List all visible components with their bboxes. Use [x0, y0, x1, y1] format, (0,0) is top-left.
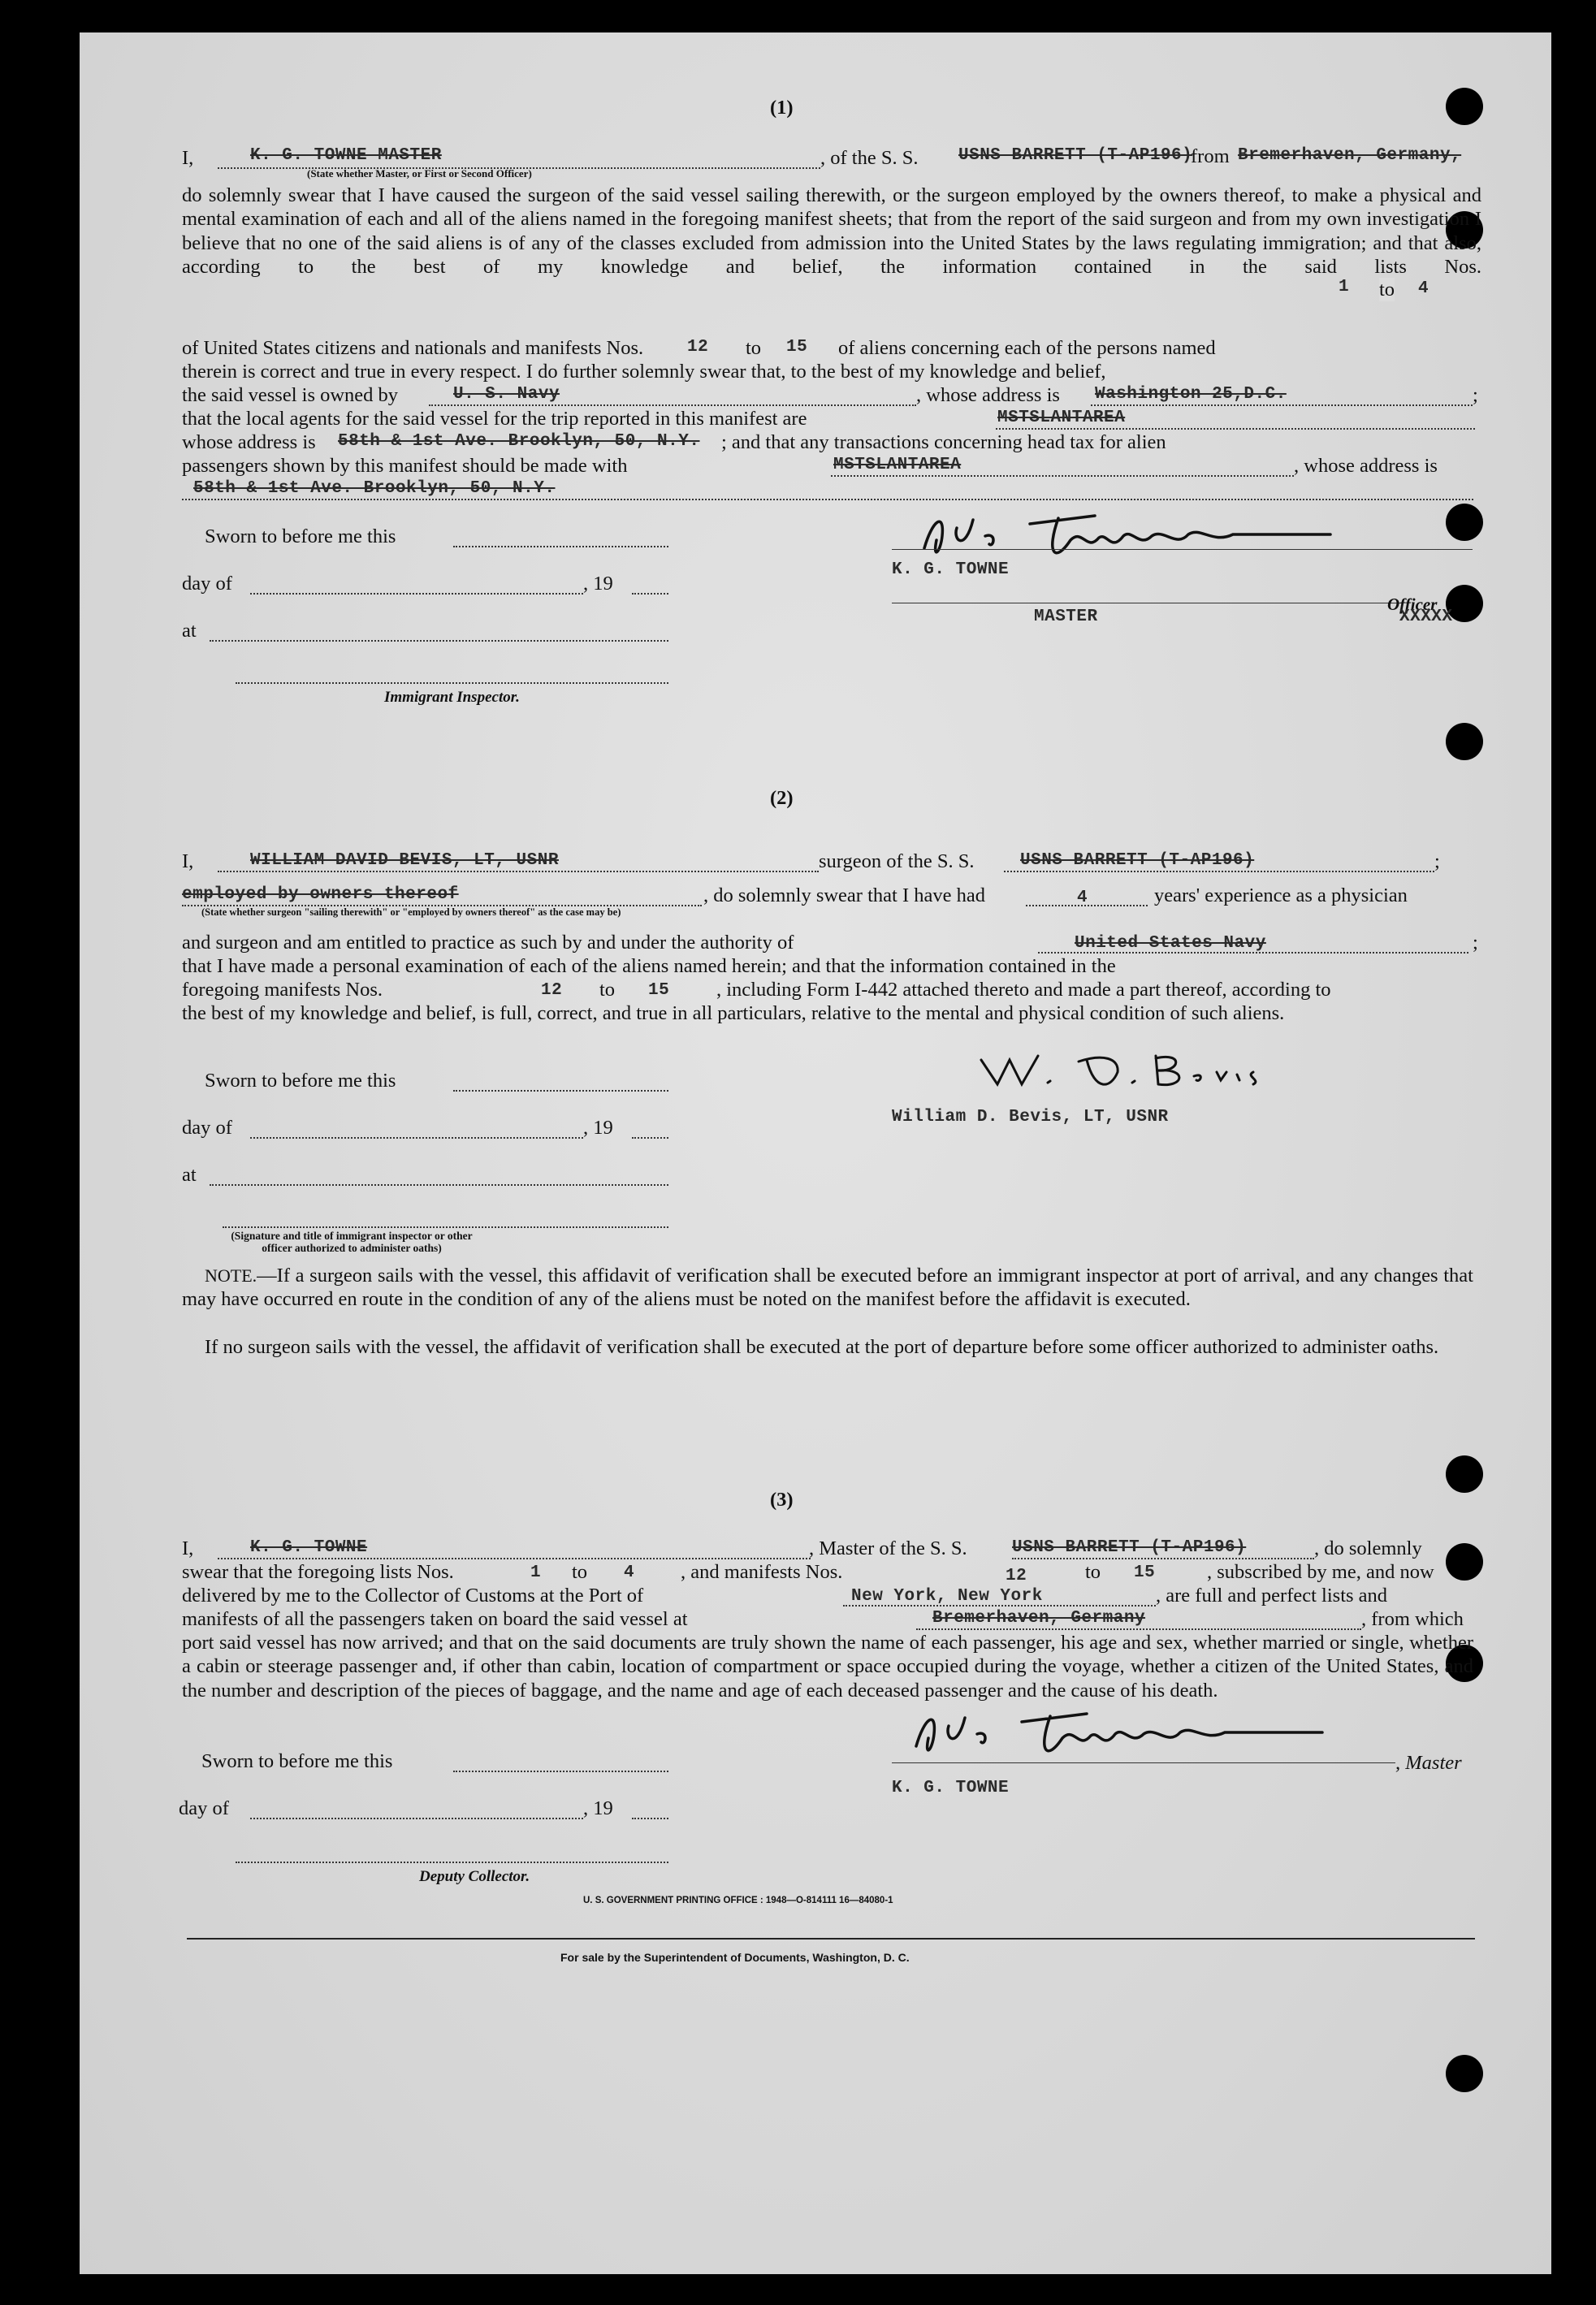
master-title-note: (State whether Master, or First or Second Officer)	[307, 167, 532, 179]
tax-address-label: , whose address is	[1294, 455, 1438, 477]
sec3-delivered: delivered by me to the Collector of Customs at the Port of	[182, 1585, 644, 1607]
sec2-at-label: at	[182, 1164, 197, 1186]
note-text: —If a surgeon sails with the vessel, this affidavit of verification shall be executed before an immigrant inspector at port of arrival, and any changes that may have occurred en route in the condition of any of the aliens must be noted on the manifest before the affidavit is executed.	[182, 1265, 1473, 1311]
sec2-sworn-label: Sworn to before me this	[205, 1070, 396, 1092]
sec3-lists-from: 1	[530, 1563, 542, 1582]
at-label: at	[182, 620, 197, 642]
lists-to-label: to	[1379, 279, 1395, 301]
owner-line	[429, 404, 916, 406]
semicolon: ;	[1473, 932, 1478, 954]
sec3-master-of: , Master of the S. S.	[809, 1537, 967, 1559]
day-line	[250, 593, 583, 595]
lists-to: 4	[1418, 279, 1429, 298]
note-paragraph	[182, 1264, 1473, 1312]
sec2-signature-note: (Signature and title of immigrant inspector or other officer authorized to administer oaths)	[231, 1230, 473, 1254]
years-experience: 4	[1077, 889, 1088, 907]
surgeon-name-line	[218, 871, 819, 872]
agents-address: 58th & 1st Ave. Brooklyn, 50, N.Y.	[338, 432, 700, 451]
agents-address-label: whose address is	[182, 431, 316, 453]
year-label: , 19	[583, 573, 613, 595]
master-name: K. G. TOWNE MASTER	[250, 146, 442, 165]
section-number: (2)	[770, 787, 794, 809]
sec3-lists-label: swear that the foregoing lists Nos.	[182, 1561, 454, 1583]
surgeon-employed: employed by owners thereof	[182, 885, 459, 904]
sec1-manifests-label: of United States citizens and nationals and manifests Nos.	[182, 337, 644, 359]
sec2-man-from: 12	[541, 981, 563, 1000]
inspector-line	[236, 682, 668, 684]
sec2-vessel-line	[1004, 871, 1434, 872]
sec3-master-signature	[900, 1702, 1355, 1767]
sec3-lists-to: 4	[624, 1563, 635, 1582]
sec3-master-line	[218, 1558, 811, 1559]
sec3-rest: port said vessel has now arrived; and that on the said documents are truly shown the name of each passenger, his age and sex, whether married or single, whether a cabin or steerage passenger and, if other than cabin, location of compartment or space occupied during the voyage, whether a citizen of the United States, and the number and description of the pieces of baggage, and the name and age of each deceased passenger and the cause of his death.	[182, 1632, 1473, 1702]
local-agents: MSTSLANTAREA	[997, 409, 1126, 427]
collector-line	[236, 1862, 668, 1863]
sec3-year-line	[632, 1818, 668, 1819]
punch-hole	[1446, 88, 1483, 125]
inspector-label: Immigrant Inspector.	[384, 689, 520, 706]
sec3-day-of-label: day of	[179, 1797, 229, 1819]
note-label: NOTE.	[205, 1265, 257, 1286]
manifest-page	[80, 32, 1551, 2274]
sec3-year-label: , 19	[583, 1797, 613, 1819]
manifests-to: 15	[786, 338, 808, 357]
surgeon-of-label: surgeon of the S. S.	[819, 850, 975, 872]
owner-address-label: , whose address is	[916, 384, 1060, 406]
sec2-i: I,	[182, 850, 194, 872]
authority: United States Navy	[1075, 934, 1266, 953]
tax-address: 58th & 1st Ave. Brooklyn, 50, N.Y.	[193, 479, 556, 498]
employed-note: (State whether surgeon "sailing therewith" or "employed by owners thereof" as the case may be)	[201, 906, 621, 918]
officer-typed: XXXXX	[1399, 608, 1453, 626]
sec3-subscribed: , subscribed by me, and now	[1207, 1561, 1434, 1583]
sec2-manifests-label: foregoing manifests Nos.	[182, 979, 383, 1001]
swear-had-label: , do solemnly swear that I have had	[703, 884, 985, 906]
gpo-imprint: U. S. GOVERNMENT PRINTING OFFICE : 1948—O-814111 16—84080-1	[583, 1896, 893, 1905]
sworn-label: Sworn to before me this	[205, 525, 396, 547]
footer-rule	[187, 1938, 1475, 1940]
sec3-sworn-label: Sworn to before me this	[201, 1750, 393, 1772]
manifests-from: 12	[687, 338, 709, 357]
sec3-vessel: USNS BARRETT (T-AP196)	[1012, 1538, 1247, 1557]
sec2-including: , including Form I-442 attached thereto and made a part thereof, according to	[716, 979, 1331, 1001]
master-signature-line	[892, 549, 1473, 550]
owner-address: Washington 25,D.C.	[1095, 385, 1287, 404]
punch-hole	[1446, 723, 1483, 760]
punch-hole	[1446, 2055, 1483, 2092]
sec3-port-from-line	[916, 1628, 1361, 1630]
owned-by-label: the said vessel is owned by	[182, 384, 399, 406]
sec2-examined: that I have made a personal examination of each of the aliens named herein; and that the information contained in the	[182, 955, 1116, 977]
sec3-swear: , do solemnly	[1314, 1537, 1422, 1559]
year-line	[632, 593, 668, 595]
surgeon-name: WILLIAM DAVID BEVIS, LT, USNR	[250, 851, 559, 870]
manifests-suffix: of aliens concerning each of the persons named	[838, 337, 1216, 359]
manifests-to-label: to	[746, 337, 762, 359]
sec3-master-name: K. G. TOWNE	[250, 1538, 368, 1557]
sec2-man-to: 15	[648, 981, 670, 1000]
day-of-label: day of	[182, 573, 232, 595]
agents-line	[996, 428, 1475, 430]
sec3-signature-line	[892, 1762, 1395, 1763]
sworn-line	[453, 546, 668, 547]
punch-hole	[1446, 504, 1483, 541]
sec1-oath-text: do solemnly swear that I have caused the surgeon of the said vessel sailing therewith, or the surgeon employed by the owners thereof, to make a physical and mental examination of each and all of the aliens named in the foregoing manifest sheets; that from the report of the said surgeon and from my own investigation I believe that no one of the said aliens is of any of the classes excluded from admission into the United States by the laws regulating immigration; and that also, according to the best of my knowledge and belief, the information contained in the said lists Nos.	[182, 184, 1481, 279]
agents-label: that the local agents for the said vessel for the trip reported in this manifest are	[182, 408, 807, 430]
vessel-owner: U. S. Navy	[453, 385, 560, 404]
port-from: Bremerhaven, Germany,	[1238, 146, 1462, 165]
from-label: from	[1191, 145, 1230, 167]
sec1-i: I,	[182, 147, 194, 169]
sec2-vessel: USNS BARRETT (T-AP196)	[1020, 851, 1255, 870]
sec2-day-of-label: day of	[182, 1117, 232, 1139]
officer-label: Officer	[1387, 595, 1438, 614]
sec2-year-label: , 19	[583, 1117, 613, 1139]
sec2-officer-line	[223, 1226, 668, 1228]
sale-notice: For sale by the Superintendent of Documents, Washington, D. C.	[560, 1951, 910, 1964]
sec3-from-which: , from which	[1361, 1608, 1464, 1630]
sec3-man-from: 12	[1006, 1567, 1027, 1585]
sec3-sworn-line	[453, 1771, 668, 1772]
surgeon-typed-name: William D. Bevis, LT, USNR	[892, 1108, 1169, 1127]
master-typed-title: MASTER	[1034, 608, 1098, 626]
sec2-year-line	[632, 1137, 668, 1139]
sec2-belief: the best of my knowledge and belief, is full, correct, and true in all particulars, relative to the mental and physical condition of such aliens.	[182, 1002, 1285, 1024]
tax-agent: MSTSLANTAREA	[833, 456, 962, 474]
owner-address-line	[1091, 404, 1473, 406]
sec3-vessel-line	[1012, 1558, 1314, 1559]
sec1-therein: therein is correct and true in every respect. I do further solemnly swear that, to the best of my knowledge and belief,	[182, 361, 1106, 383]
sec3-port: New York, New York	[851, 1587, 1043, 1606]
lists-from: 1	[1339, 278, 1350, 296]
deputy-collector-label: Deputy Collector.	[419, 1868, 530, 1885]
master-signature	[908, 504, 1347, 569]
sec3-full-lists: , are full and perfect lists and	[1156, 1585, 1388, 1607]
passengers-text: passengers shown by this manifest should be made with	[182, 455, 628, 477]
note-paragraph-2: If no surgeon sails with the vessel, the affidavit of verification shall be executed at the port of departure before some officer authorized to administer oaths.	[205, 1336, 1439, 1358]
sec3-man-to-label: to	[1085, 1561, 1101, 1583]
sec3-master-label: , Master	[1395, 1752, 1462, 1774]
sec3-man-to: 15	[1134, 1563, 1156, 1582]
section-number: (3)	[770, 1489, 794, 1511]
sec3-day-line	[250, 1818, 583, 1819]
semicolon: ;	[1434, 850, 1440, 872]
sec3-typed-name: K. G. TOWNE	[892, 1779, 1010, 1797]
master-typed-name: K. G. TOWNE	[892, 560, 1010, 579]
of-ss-label: , of the S. S.	[820, 147, 919, 169]
punch-hole	[1446, 1455, 1483, 1493]
sec3-lists-to-label: to	[572, 1561, 588, 1583]
punch-hole	[1446, 1543, 1483, 1581]
sec2-day-line	[250, 1137, 583, 1139]
vessel-name: USNS BARRETT (T-AP196)	[958, 146, 1193, 165]
authority-label: and surgeon and am entitled to practice as such by and under the authority of	[182, 932, 794, 954]
sec3-i: I,	[182, 1537, 194, 1559]
tax-address-line	[182, 499, 1473, 500]
sec2-to-label: to	[599, 979, 616, 1001]
head-tax-text: ; and that any transactions concerning head tax for alien	[721, 431, 1166, 453]
surgeon-signature	[973, 1044, 1282, 1092]
sec3-port-from: Bremerhaven, Germany	[932, 1609, 1146, 1628]
at-line	[210, 640, 668, 642]
sec3-manifests-all: manifests of all the passengers taken on board the said vessel at	[182, 1608, 688, 1630]
semicolon: ;	[1473, 384, 1478, 406]
section-number: (1)	[770, 97, 794, 119]
sec2-at-line	[210, 1184, 668, 1186]
years-exp-label: years' experience as a physician	[1154, 884, 1408, 906]
sec3-manifests-label: , and manifests Nos.	[681, 1561, 843, 1583]
sec2-sworn-line	[453, 1090, 668, 1092]
tax-agent-line	[831, 475, 1294, 477]
